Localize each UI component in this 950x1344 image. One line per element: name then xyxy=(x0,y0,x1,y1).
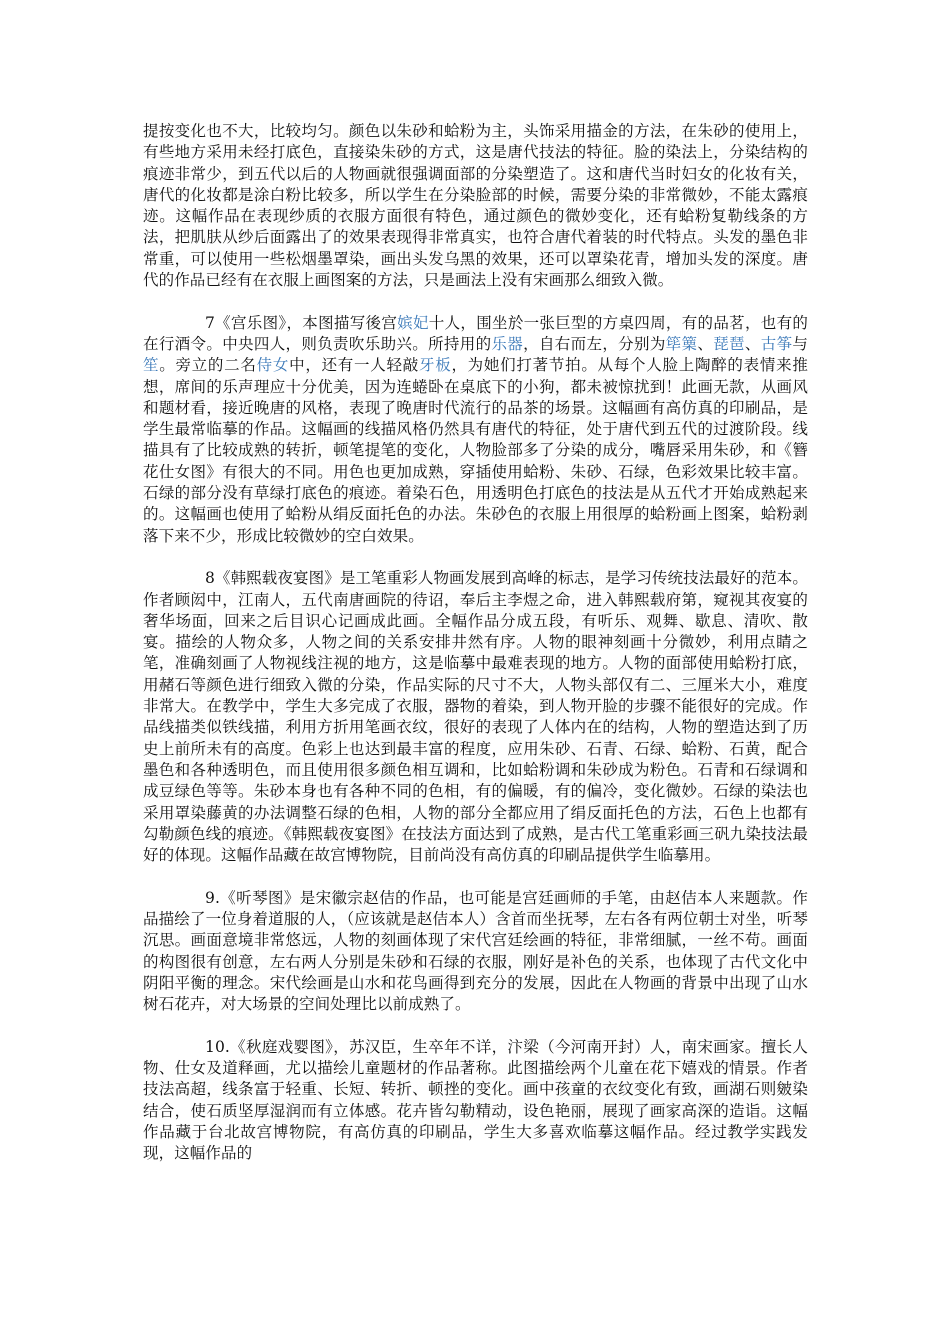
link-sheng[interactable]: 笙 xyxy=(143,356,160,375)
link-bili[interactable]: 筚篥 xyxy=(665,334,698,353)
paragraph-qiuting-xiying: 10.《秋庭戏婴图》，苏汉臣，生卒年不详，汴梁（今河南开封）人，南宋画家。擅长人物、仕女及道释画，尤以描绘儿童题材的作品著称。此图描绘两个儿童在花下嬉戏的情景。作者技法高超，线条富于轻重、长短、转折、顿挫的变化。画中孩童的衣纹变化有致，画湖石则皴染结合，使石质坚厚湿润而有立体感。花卉皆勾勒精动，设色艳丽，展现了画家高深的造诣。这幅作品藏于台北故宫博物院，有高仿真的印刷品，学生大多喜欢临摹这幅作品。经过教学实践发现，这幅作品的 xyxy=(143,1037,808,1163)
link-pipa[interactable]: 琵琶 xyxy=(713,334,745,353)
paragraph-tang-technique: 提按变化也不大，比较均匀。颜色以朱砂和蛤粉为主，头饰采用描金的方法，在朱砂的使用上，有些地方采用未经打底色，直接染朱砂的方式，这是唐代技法的特征。脸的染法上，分染结构的痕迹非常少，到五代以后的人物画就很强调面部的分染塑造了。这和唐代当时妇女的化妆有关，唐代的化妆都是涂白粉比较多，所以学生在分染脸部的时候，需要分染的非常微妙，不能太露痕迹。这幅作品在表现纱质的衣服方面很有特色，通过颜色的微妙变化，还有蛤粉复勒线条的方法，把肌肤从纱后面露出了的效果表现得非常真实，也符合唐代着装的时代特点。头发的墨色非常重，可以使用一些松烟墨罩染，画出头发乌黑的效果，还可以罩染花青，增加头发的深度。唐代的作品已经有在衣服上画图案的方法，只是画法上没有宋画那么细致入微。 xyxy=(143,122,808,290)
paragraph-tingqin-tu: 9.《听琴图》是宋徽宗赵佶的作品，也可能是宫廷画师的手笔，由赵佶本人来题款。作品描绘了一位身着道服的人，（应该就是赵佶本人）含首而坐抚琴，左右各有两位朝士对坐，听琴沉思。画面意境非常悠远，人物的刻画体现了宋代宫廷绘画的特征，非常细腻，一丝不苟。画面的构图很有创意，左右两人分别是朱砂和石绿的衣服，刚好是补色的关系，也体现了古代文化中阴阳平衡的理念。宋代绘画是山水和花鸟画得到充分的发展，因此在人物画的背景中出现了山水树石花卉，对大场景的空间处理比以前成熟了。 xyxy=(143,888,808,1014)
link-guzheng[interactable]: 古筝 xyxy=(760,334,793,353)
text-run: 。旁立的二名 xyxy=(159,356,257,375)
document-page xyxy=(143,121,808,1186)
paragraph-hanxizai: 8《韩熙载夜宴图》是工笔重彩人物画发展到高峰的标志，是学习传统技法最好的范本。作者顾闳中，江南人，五代南唐画院的待诏，奉后主李煜之命，进入韩熙载府第，窥视其夜宴的奢华场面，回来之后目识心记画成此画。全幅作品分成五段，有听乐、观舞、歇息、清吹、散宴。描绘的人物众多，人物之间的关系安排井然有序。人物的眼神刻画十分微妙，利用点睛之笔，准确刻画了人物视线注视的地方，这是临摹中最难表现的地方。人物的面部使用蛤粉打底，用赭石等颜色进行细致入微的分染，作品实际的尺寸不大，人物头部仅有二、三厘米大小，难度非常大。在教学中，学生大多完成了衣服，器物的着染，到人物开脸的步骤不能很好的完成。作品线描类似铁线描，利用方折用笔画衣纹，很好的表现了人体内在的结构，人物的塑造达到了历史上前所未有的高度。色彩上也达到最丰富的程度，应用朱砂、石青、石绿、蛤粉、石黄，配合墨色和各种透明色，而且使用很多颜色相互调和，比如蛤粉调和朱砂成为粉色。石青和石绿调和成豆绿色等等。朱砂本身也有各种不同的色相，有的偏暖，有的偏冷，变化微妙。石绿的染法也采用罩染藤黄的办法调整石绿的色相，人物的部分全都应用了绢反面托色的方法，石色上也都有勾勒颜色线的痕迹。《韩熙载夜宴图》在技法方面达到了成熟，是古代工笔重彩画三矾九染技法最好的体现。这幅作品藏在故宫博物院，目前尚没有高仿真的印刷品提供学生临摹用。 xyxy=(143,569,808,865)
text-run: 7《宫乐图》，本图描写後宫 xyxy=(205,313,398,332)
link-yueqi[interactable]: 乐器 xyxy=(491,334,524,353)
text-run: ，自右而左，分别为 xyxy=(523,334,666,353)
text-run: 、 xyxy=(697,334,714,353)
text-run: ，为她们打著节拍。从每个人脸上陶醉的表情来推想，席间的乐声理应十分优美，因为连蜷卧在桌底下的小狗，都未被惊扰到！此画无款，从画风和题材看，接近晚唐的风格，表现了晚唐时代流行的品茶的场景。这幅画有高仿真的印刷品，是学生最常临摹的作品。这幅画的线描风格仍然具有唐代的特征，处于唐代到五代的过渡阶段。线描具有了比较成熟的转折，顿笔提笔的变化，人物脸部多了分染的成分，嘴唇采用朱砂，和《簪花仕女图》有很大的不同。用色也更加成熟，穿插使用蛤粉、朱砂、石绿，色彩效果比较丰富。石绿的部分没有草绿打底色的痕迹。着染石色，用透明色打底色的技法是从五代才开始成熟起来的。这幅画也使用了蛤粉从绢反面托色的办法。朱砂色的衣服上用很厚的蛤粉画上图案，蛤粉剥落下来不少，形成比较微妙的空白效果。 xyxy=(143,356,808,545)
link-pinfei[interactable]: 嫔妃 xyxy=(397,313,429,332)
text-run: 与 xyxy=(792,334,809,353)
link-yaban[interactable]: 牙板 xyxy=(418,356,452,375)
paragraph-gongle-tu xyxy=(143,313,808,547)
text-run: 十人，围坐於一张巨型的方桌四周，有的品茗，也有的在行酒令。中央四人，则负责吹乐助兴。所持用的 xyxy=(143,313,808,353)
text-run: 、 xyxy=(744,334,761,353)
link-shinv[interactable]: 侍女 xyxy=(256,356,290,375)
text-run: 中，还有一人轻敲 xyxy=(289,356,419,375)
